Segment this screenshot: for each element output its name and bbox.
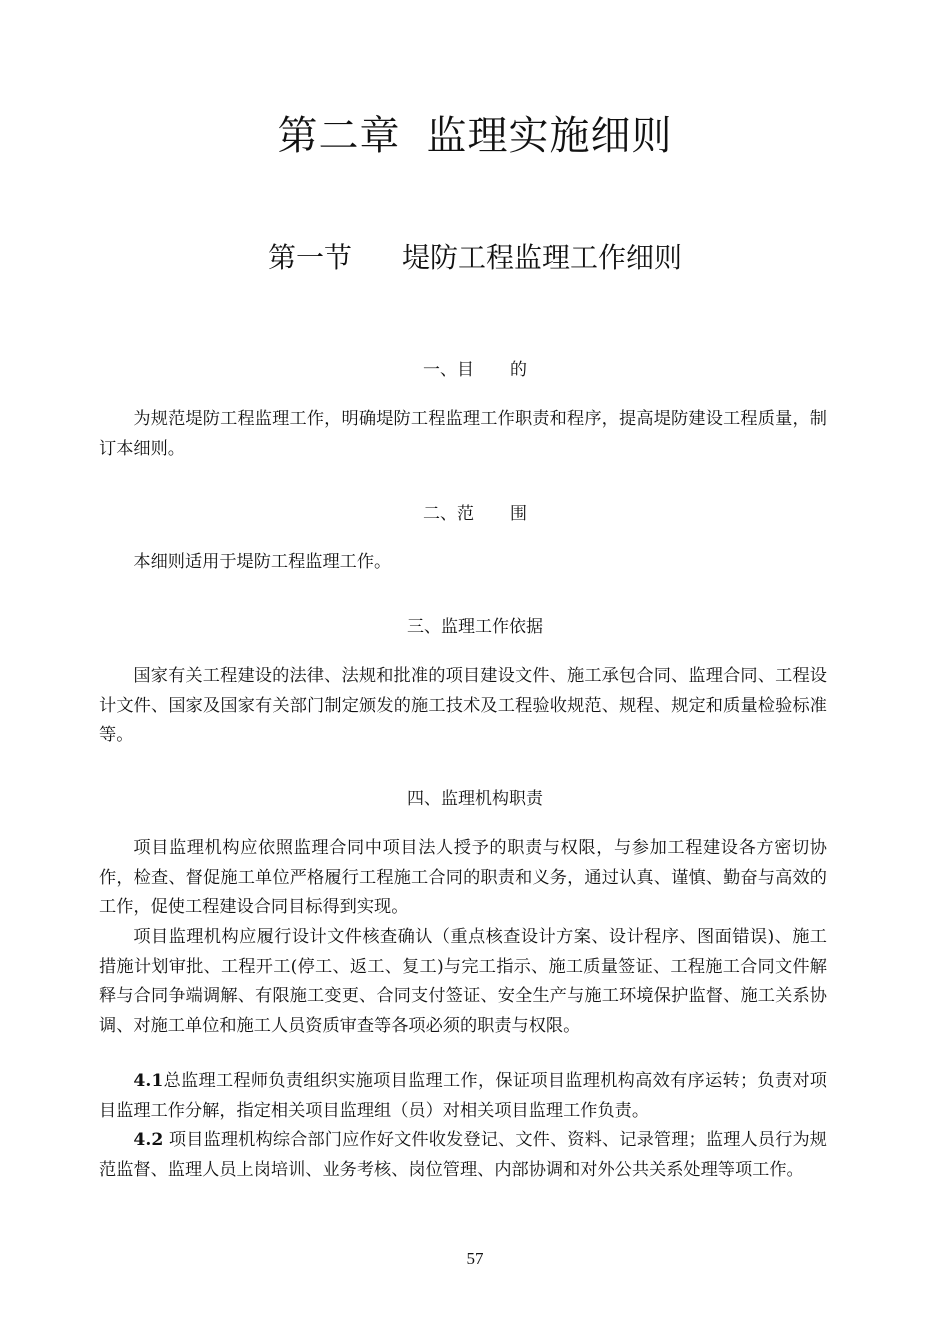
page-number: 57 <box>466 1249 484 1268</box>
item-4-2-number: 4.2 <box>133 1130 164 1150</box>
item-4-2-text: 项目监理机构综合部门应作好文件收发登记、文件、资料、记录管理；监理人员行为规范监督、监理人员上岗培训、业务考核、岗位管理、内部协调和对外公共关系处理等项工作。 <box>99 1130 827 1180</box>
heading-duties: 四、监理机构职责 <box>407 789 543 809</box>
heading-scope <box>0 502 950 526</box>
paragraph-item-4-2 <box>99 1126 827 1185</box>
section-number: 第一节 <box>267 241 352 274</box>
chapter-number: 第二章 <box>277 113 401 159</box>
chapter-name: 监理实施细则 <box>426 113 673 159</box>
heading-basis: 三、监理工作依据 <box>407 617 543 637</box>
paragraph-item-4-1 <box>99 1067 827 1126</box>
heading-purpose <box>0 358 950 382</box>
heading-purpose-left: 一、目 <box>423 360 474 380</box>
paragraph-purpose: 为规范堤防工程监理工作，明确堤防工程监理工作职责和程序，提高堤防建设工程质量，制订本细则。 <box>99 409 827 459</box>
paragraph-basis: 国家有关工程建设的法律、法规和批准的项目建设文件、施工承包合同、监理合同、工程设计文件、国家及国家有关部门制定颁发的施工技术及工程验收规范、规程、规定和质量检验标准等。 <box>99 666 827 746</box>
heading-scope-left: 二、范 <box>423 504 474 524</box>
section-title <box>0 238 950 278</box>
item-4-1-number: 4.1 <box>133 1071 164 1091</box>
heading-scope-right: 围 <box>510 504 527 524</box>
paragraph-duties-2: 项目监理机构应履行设计文件核查确认（重点核查设计方案、设计程序、图面错误)、施工措施计划审批、工程开工(停工、返工、复工)与完工指示、施工质量签证、工程施工合同文件解释与合同争端调解、有限施工变更、合同支付签证、安全生产与施工环境保护监督、施工关系协调、对施工单位和施工人员资质审查等各项必须的职责与权限。 <box>99 927 827 1036</box>
item-4-1-text: 总监理工程师负责组织实施项目监理工作，保证项目监理机构高效有序运转；负责对项目监理工作分解，指定相关项目监理组（员）对相关项目监理工作负责。 <box>99 1071 827 1121</box>
paragraph-duties-1: 项目监理机构应依照监理合同中项目法人授予的职责与权限，与参加工程建设各方密切协作，检查、督促施工单位严格履行工程施工合同的职责和义务，通过认真、谨慎、勤奋与高效的工作，促使工程建设合同目标得到实现。 <box>99 838 827 918</box>
heading-purpose-right: 的 <box>510 360 527 380</box>
chapter-title <box>0 110 950 162</box>
section-name: 堤防工程监理工作细则 <box>402 241 683 274</box>
paragraph-scope: 本细则适用于堤防工程监理工作。 <box>133 552 392 572</box>
